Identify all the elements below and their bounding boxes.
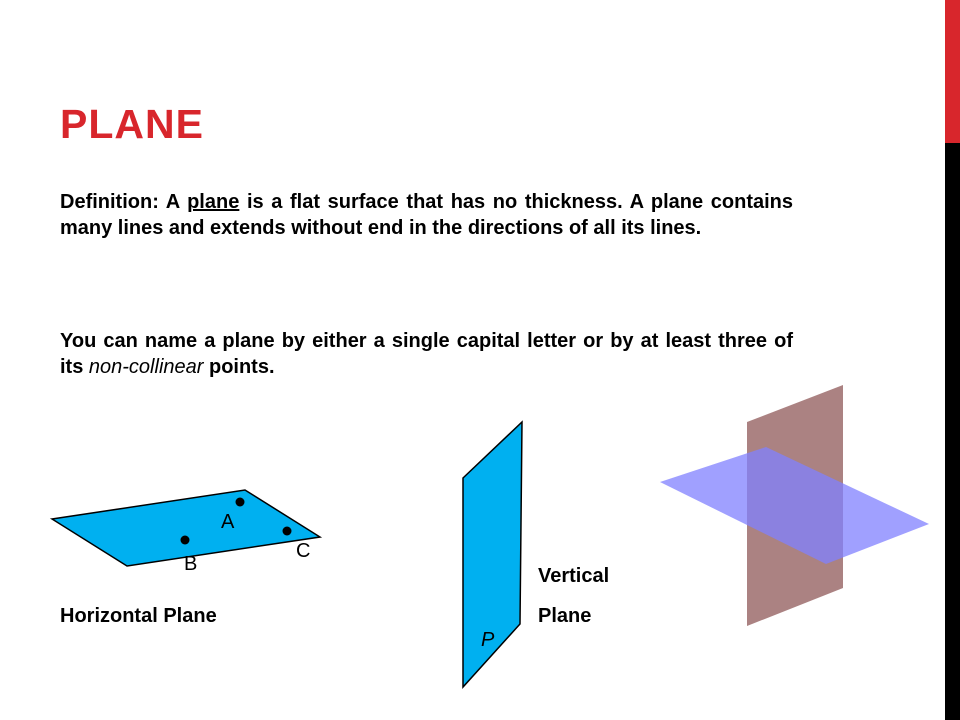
vertical-plane-name: P — [481, 629, 495, 651]
definition-term: plane — [187, 191, 240, 213]
horizontal-plane-caption: Horizontal Plane — [60, 605, 217, 627]
intersecting-horizontal-plane — [660, 447, 929, 564]
definition-suffix: is a flat surface that has no thickness. A plane contains many lines and extends without end in the directions of all its lines. — [60, 191, 793, 239]
naming-suffix: points. — [203, 356, 275, 378]
point-a-dot — [236, 498, 245, 507]
definition-prefix: Definition: A — [60, 191, 188, 213]
point-b-dot — [181, 536, 190, 545]
point-a-label: A — [221, 511, 235, 533]
point-b-label: B — [184, 553, 198, 575]
naming-emphasis: non-collinear — [88, 356, 204, 378]
slide-title: PLANE — [60, 101, 204, 147]
vertical-plane-caption-line2: Plane — [538, 605, 592, 627]
point-c-label: C — [296, 540, 311, 562]
naming-prefix: You can name a plane by either a single capital letter or by at least three of its — [60, 330, 793, 378]
point-c-dot — [283, 527, 292, 536]
vertical-plane-caption-line1: Vertical — [538, 565, 610, 587]
